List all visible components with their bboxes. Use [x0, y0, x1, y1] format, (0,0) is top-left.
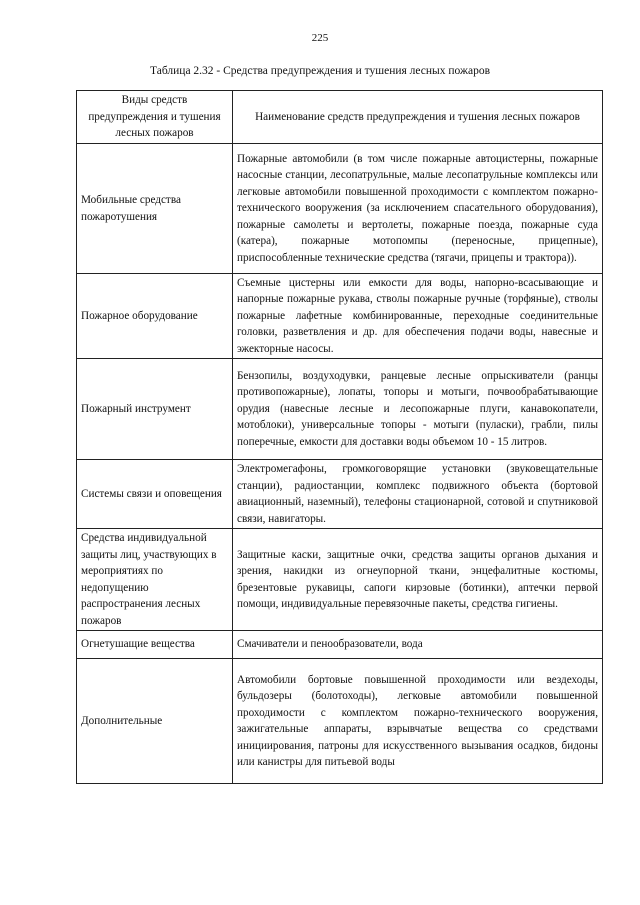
table-row [77, 144, 603, 274]
row-items-extinguishing-agents: Смачиватели и пенообразователи, вода [233, 631, 603, 659]
header-kind-of-means: Виды средств предупреждения и тушения лесных пожаров [77, 91, 233, 144]
row-items-protection: Защитные каски, защитные очки, средства защиты органов дыхания и зрения, накидки из огнеупорной ткани, энцефалитные костюмы, брезентовые рукавицы, сапоги кирзовые (ботинки), аптечки первой помощи, индивидуальные перевязочные пакеты, средства гигиены. [233, 529, 603, 631]
table-row [77, 460, 603, 529]
row-kind-communication: Системы связи и оповещения [77, 460, 233, 529]
table-row [77, 659, 603, 784]
table-row [77, 274, 603, 359]
row-kind-tools: Пожарный инструмент [77, 359, 233, 460]
row-kind-mobile: Мобильные средства пожаротушения [77, 144, 233, 274]
table-row [77, 529, 603, 631]
fire-prevention-table [76, 90, 603, 784]
table-row [77, 359, 603, 460]
page-number: 225 [311, 32, 329, 44]
table-header-row [77, 91, 603, 144]
row-items-additional: Автомобили бортовые повышенной проходимости или вездеходы, бульдозеры (болотоходы), легковые автомобили повышенной проходимости с комплектом пожарно-технического вооружения, зажигательные аппараты, взрывчатые вещества со средствами инициирования, патроны для искусственного вызывания осадков, бидоны или канистры для питьевой воды [233, 659, 603, 784]
row-items-mobile: Пожарные автомобили (в том числе пожарные автоцистерны, пожарные насосные станции, лесопатрульные, малые лесопатрульные комплексы или легковые автомобили повышенной проходимости с комплектом пожарно-технического вооружения (за исключением спасательного оборудования), пожарные самолеты и вертолеты, пожарные поезда, пожарные суда (катера), пожарные мотопомпы (переносные, прицепные), приспособленные технические средства (тягачи, прицепы и трактора)). [233, 144, 603, 274]
row-items-tools: Бензопилы, воздуходувки, ранцевые лесные опрыскиватели (ранцы противопожарные), лопаты, топоры и мотыги, почвообрабатывающие орудия (навесные лесные и лесопожарные плуги, канавокопатели, мотоблоки), универсальные топоры - мотыги (пуласки), грабли, пилы поперечные, емкости для доставки воды объемом 10 - 15 литров. [233, 359, 603, 460]
row-kind-additional: Дополнительные [77, 659, 233, 784]
row-items-communication: Электромегафоны, громкоговорящие установки (звуковещательные станции), радиостанции, комплекс подвижного объекта (бортовой авиационный, наземный), телефоны стационарной, сотовой и спутниковой связи, навигаторы. [233, 460, 603, 529]
row-items-equipment: Съемные цистерны или емкости для воды, напорно-всасывающие и напорные пожарные рукава, стволы пожарные ручные (торфяные), стволы пожарные лафетные комбинированные, переходные соединительные головки, разветвления и др. для обеспечения подачи воды, навесные и эжекторные насосы. [233, 274, 603, 359]
row-kind-protection: Средства индивидуальной защиты лиц, участвующих в мероприятиях по недопущению распространения лесных пожаров [77, 529, 233, 631]
table-row [77, 631, 603, 659]
table-caption: Таблица 2.32 - Средства предупреждения и тушения лесных пожаров [149, 65, 490, 77]
row-kind-extinguishing-agents: Огнетушащие вещества [77, 631, 233, 659]
row-kind-equipment: Пожарное оборудование [77, 274, 233, 359]
header-means-name: Наименование средств предупреждения и тушения лесных пожаров [233, 91, 603, 144]
